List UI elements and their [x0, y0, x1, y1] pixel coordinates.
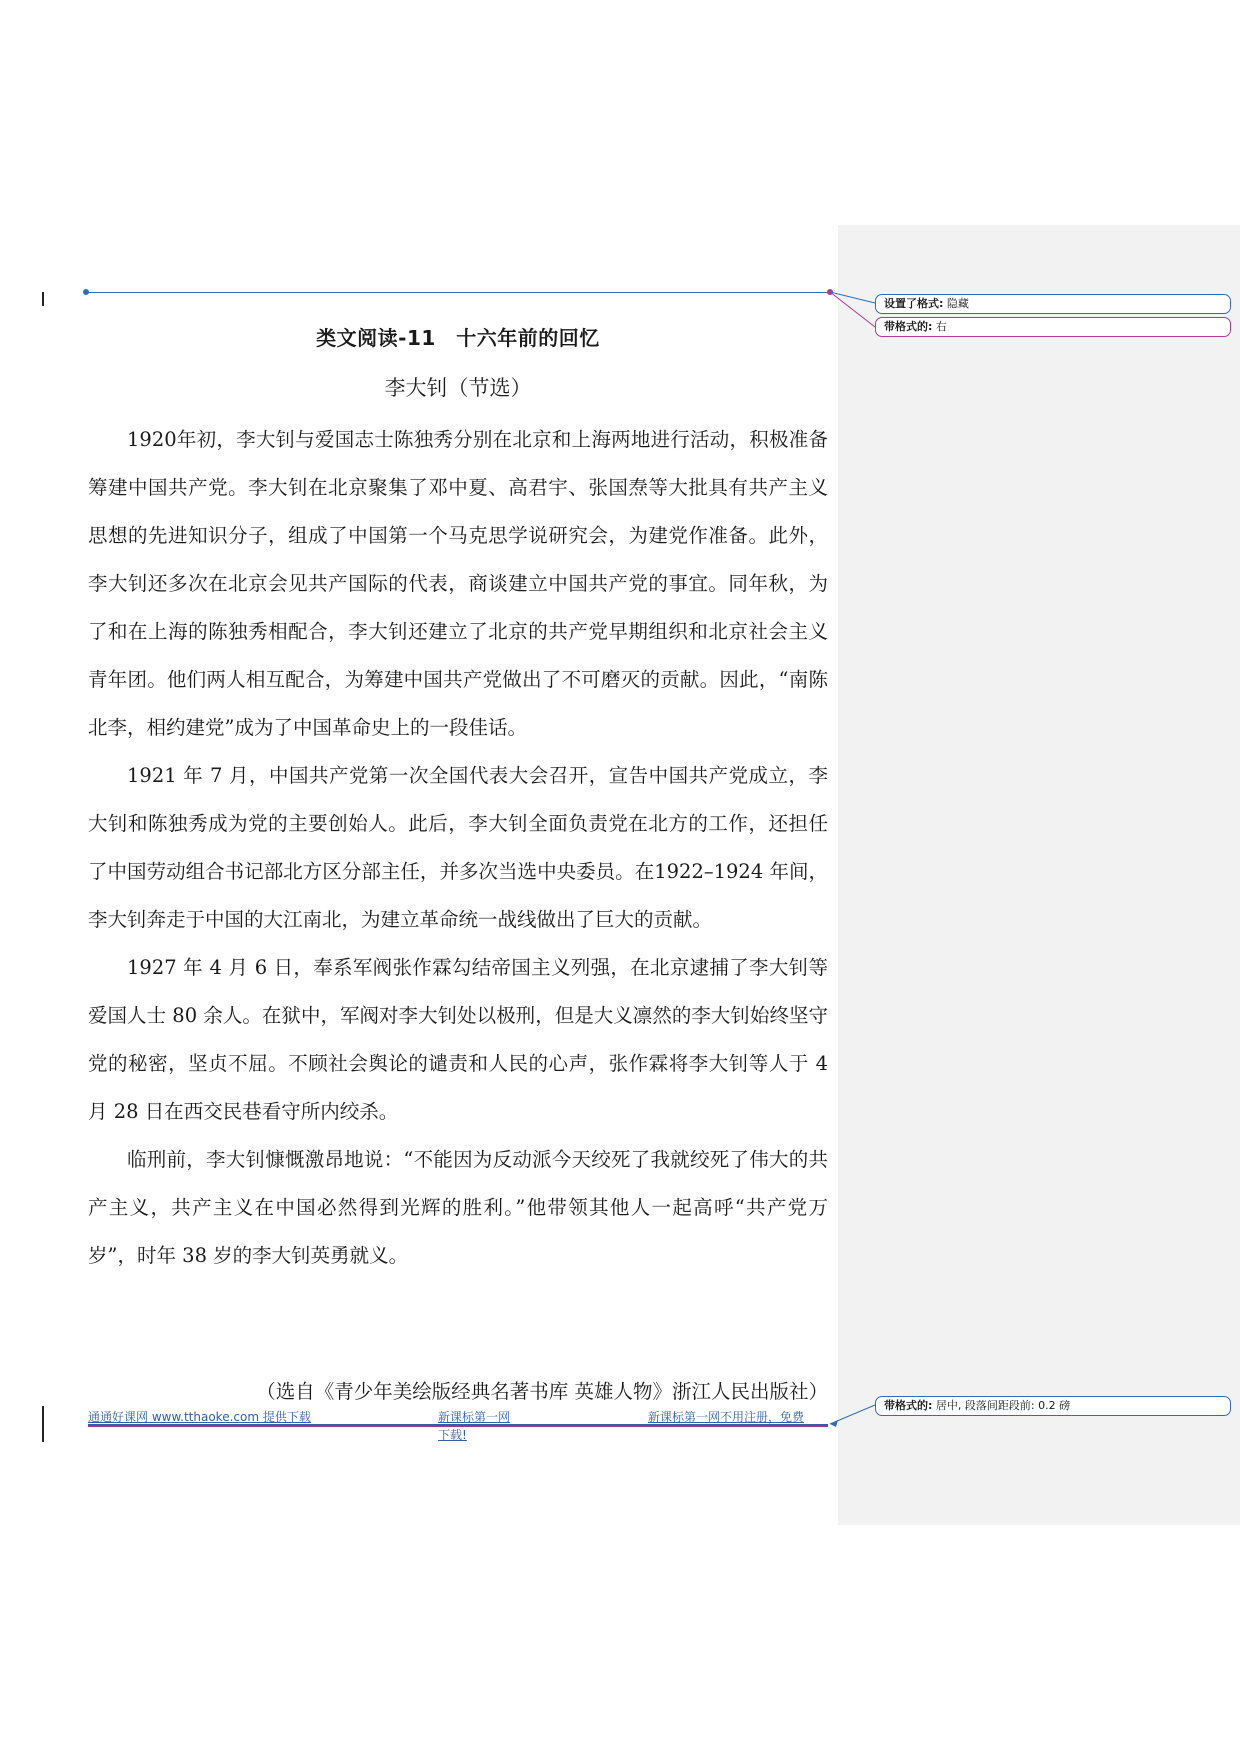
- comment-label: 带格式的:: [884, 320, 933, 333]
- footer-rule-revision: [88, 1426, 828, 1427]
- comment-balloon-center[interactable]: [875, 1396, 1231, 1416]
- footer-link-download[interactable]: 下载!: [438, 1428, 467, 1442]
- comment-balloon-hidden[interactable]: [875, 294, 1231, 314]
- source-citation: （选自《青少年美绘版经典名著书库 英雄人物》浙江人民出版社）: [256, 1380, 828, 1403]
- comment-value: 隐藏: [946, 297, 969, 310]
- body-paragraph: 1921 年 7 月，中国共产党第一次全国代表大会召开，宣告中国共产党成立，李大钊和陈独秀成为党的主要创始人。此后，李大钊全面负责党在北方的工作，还担任了中国劳动组合书记部北方区分部主任，并多次当选中央委员。在1922–1924 年间，李大钊奔走于中国的大江南北，为建立革命统一战线做出了巨大的贡献。: [88, 764, 828, 931]
- comment-label: 设置了格式:: [884, 297, 944, 310]
- header-rule: [86, 292, 830, 293]
- footer-link-xinkebiao[interactable]: 新课标第一网: [438, 1410, 511, 1424]
- comment-balloon-right[interactable]: [875, 317, 1231, 337]
- revision-anchor-left: [83, 289, 89, 295]
- document-author: 李大钊（节选）: [384, 376, 532, 400]
- body-paragraph: 临刑前，李大钊慷慨激昂地说：“不能因为反动派今天绞死了我就绞死了伟大的共产主义，共产主义在中国必然得到光辉的胜利。”他带领其他人一起高呼“共产党万岁”，时年 38 岁的李大钊英勇就义。: [88, 1148, 828, 1267]
- comment-value: 居中, 段落间距段前: 0.2 磅: [935, 1399, 1071, 1412]
- body-paragraph: 1920年初，李大钊与爱国志士陈独秀分别在北京和上海两地进行活动，积极准备筹建中国共产党。李大钊在北京聚集了邓中夏、高君宇、张国焘等大批具有共产主义思想的先进知识分子，组成了中国第一个马克思学说研究会，为建党作准备。此外，李大钊还多次在北京会见共产国际的代表，商谈建立中国共产党的事宜。同年秋，为了和在上海的陈独秀相配合，李大钊还建立了北京的共产党早期组织和北京社会主义青年团。他们两人相互配合，为筹建中国共产党做出了不可磨灭的贡献。因此，“南陈北李，相约建党”成为了中国革命史上的一段佳话。: [88, 428, 828, 739]
- footer-link-tthaoke[interactable]: 通通好课网 www.tthaoke.com 提供下载: [88, 1410, 311, 1424]
- revision-anchor-right: [827, 289, 833, 295]
- comment-label: 带格式的:: [884, 1399, 933, 1412]
- footer-link-free[interactable]: 新课标第一网不用注册，免费: [648, 1410, 805, 1424]
- markup-pane: [838, 225, 1240, 1525]
- document-body[interactable]: [88, 416, 828, 1280]
- comment-value: 右: [935, 320, 947, 333]
- document-title: 类文阅读-11 十六年前的回忆: [316, 326, 600, 350]
- text-cursor-top: [42, 292, 44, 306]
- body-paragraph: 1927 年 4 月 6 日，奉系军阀张作霖勾结帝国主义列强，在北京逮捕了李大钊等爱国人士 80 余人。在狱中，军阀对李大钊处以极刑，但是大义凛然的李大钊始终坚守党的秘密，坚贞不屈。不顾社会舆论的谴责和人民的心声，张作霖将李大钊等人于 4 月 28 日在西交民巷看守所内绞杀。: [88, 956, 828, 1123]
- text-cursor-bottom: [42, 1406, 44, 1442]
